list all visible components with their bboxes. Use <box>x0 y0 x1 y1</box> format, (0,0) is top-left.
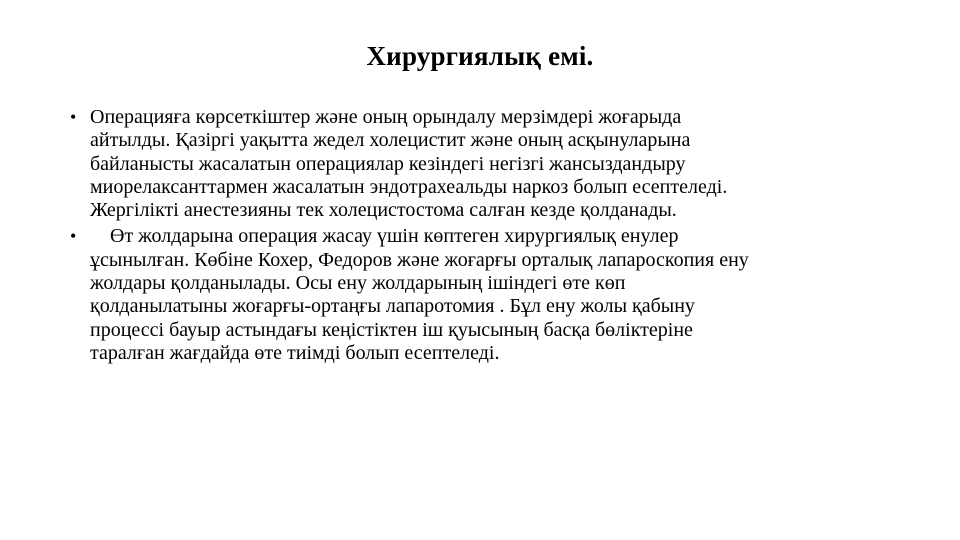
bullet-text-line: ұсынылған. Көбіне Кохер, Федоров және жоғарғы орталық лапароскопия ену <box>90 248 749 271</box>
bullet-item <box>70 106 900 222</box>
bullet-text-line: қолданылатыны жоғарғы-ортаңғы лапаротомия . Бұл ену жолы қабыну <box>90 295 695 318</box>
bullet-text-line: айтылды. Қазіргі уақытта жедел холецистит және оның асқынуларына <box>90 129 691 152</box>
bullet-text-line: таралған жағдайда өте тиімді болып есептеледі. <box>90 341 500 364</box>
bullet-text-line: процессі бауыр астындағы кеңістіктен іш қуысының басқа бөліктеріне <box>90 318 693 341</box>
bullet-item <box>70 225 900 365</box>
bullet-text-line: байланысты жасалатын операциялар кезіндегі негізгі жансыздандыру <box>90 152 686 175</box>
bullet-text-line: миорелаксанттармен жасалатын эндотрахеальды наркоз болып есептеледі. <box>90 175 728 198</box>
bullet-text-line: Жергілікті анестезияны тек холецистостома салған кезде қолданады. <box>90 199 677 222</box>
bullet-list <box>70 106 900 368</box>
bullet-text-line: Операцияға көрсеткіштер және оның орындалу мерзімдері жоғарыда <box>90 106 682 128</box>
bullet-text-line: Өт жолдарына операция жасау үшін көптеген хирургиялық енулер <box>90 225 679 248</box>
bullet-icon: • <box>70 226 77 247</box>
bullet-icon: • <box>70 107 77 127</box>
bullet-text-line: жолдары қолданылады. Осы ену жолдарының ішіндегі өте көп <box>90 272 626 295</box>
slide-title: Хирургиялық емі. <box>366 41 594 71</box>
